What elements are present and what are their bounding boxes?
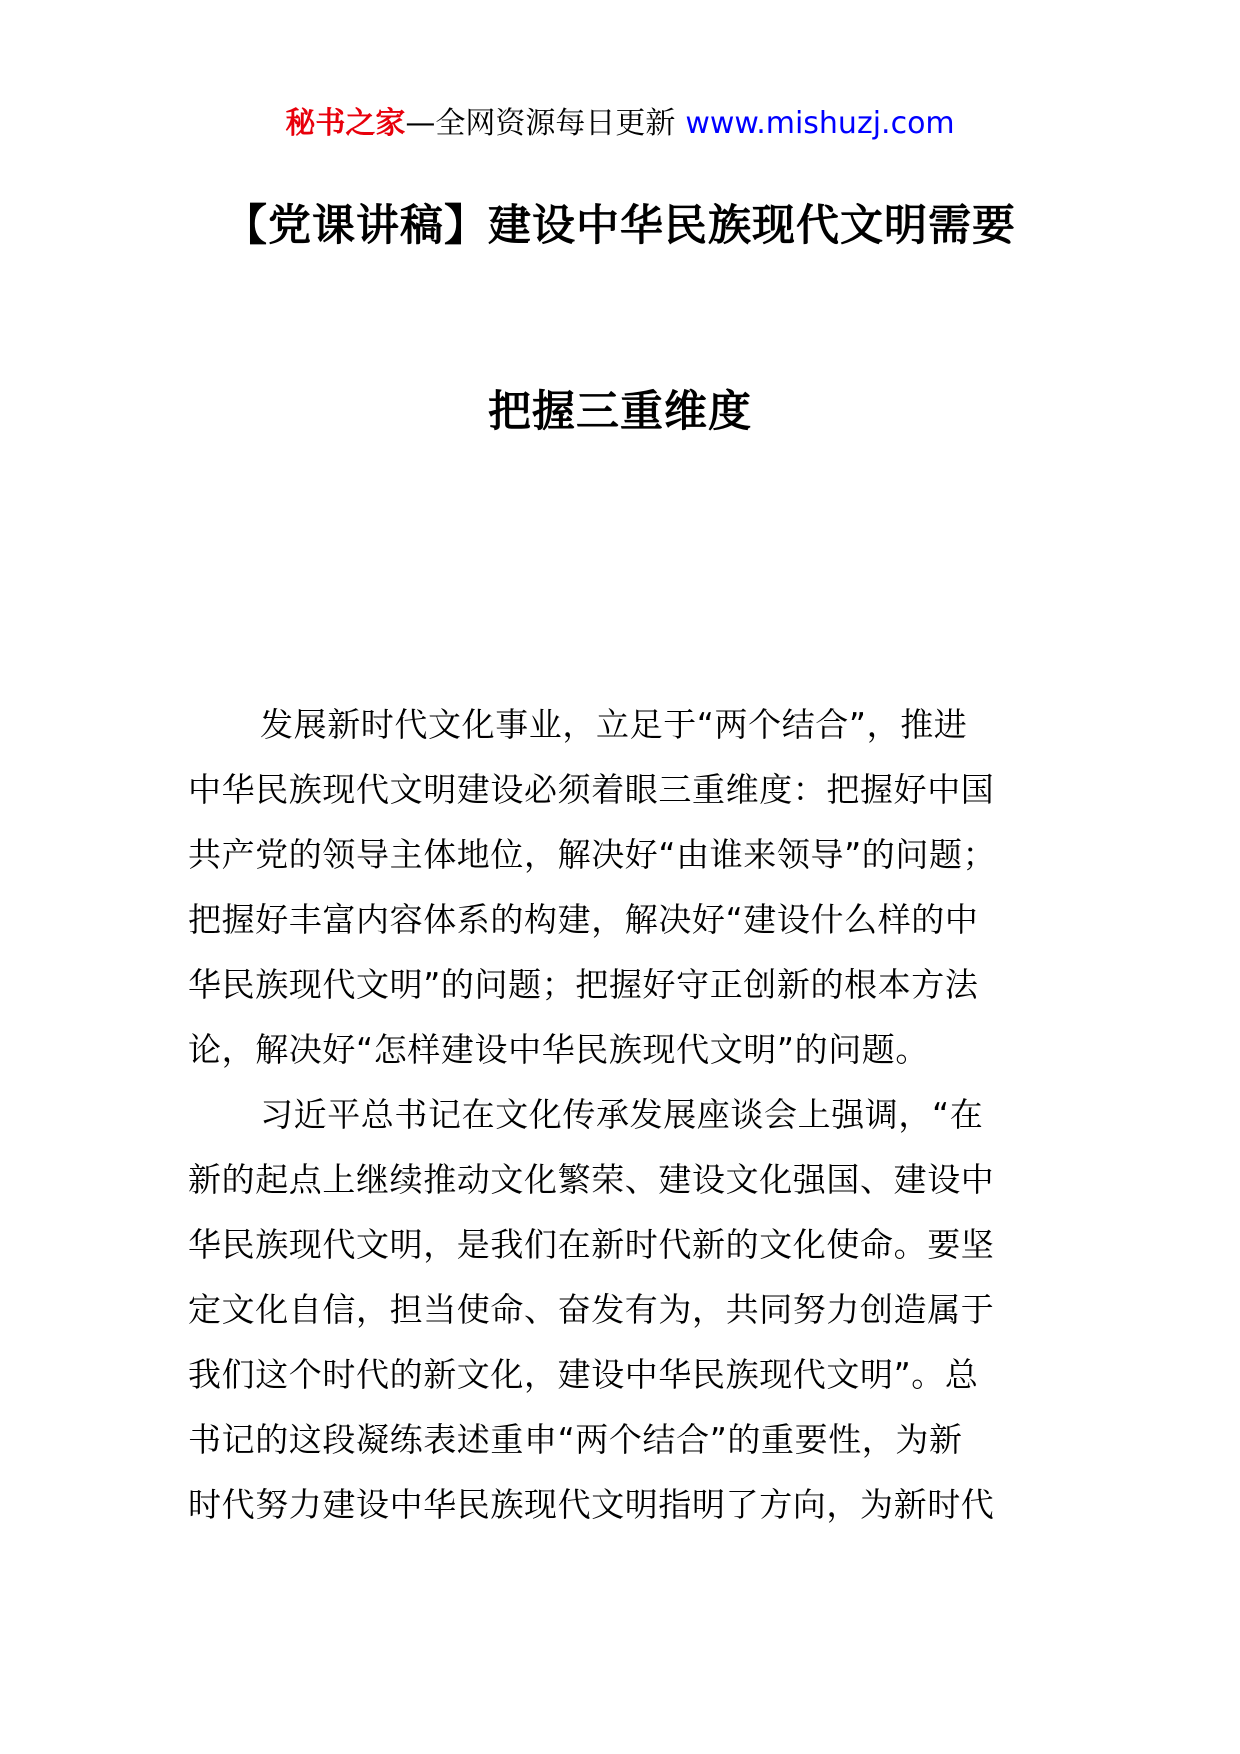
paragraph-2-line: 我们这个时代的新文化，建设中华民族现代文明”。总 bbox=[188, 1355, 979, 1394]
site-url-link[interactable]: www.mishuzj.com bbox=[685, 106, 955, 141]
paragraph-2-line: 华民族现代文明，是我们在新时代新的文化使命。要坚 bbox=[188, 1225, 995, 1264]
paragraph-1-line: 论，解决好“怎样建设中华民族现代文明”的问题。 bbox=[188, 1030, 929, 1069]
paragraph-1-line: 把握好丰富内容体系的构建，解决好“建设什么样的中 bbox=[188, 900, 979, 939]
brand-name: 秘书之家 bbox=[285, 106, 406, 141]
header-tagline: —全网资源每日更新 bbox=[405, 106, 676, 141]
document-body bbox=[188, 692, 1068, 1537]
site-header bbox=[0, 100, 1240, 148]
paragraph-1-line: 中华民族现代文明建设必须着眼三重维度：把握好中国 bbox=[188, 770, 995, 809]
paragraph-1-line: 共产党的领导主体地位，解决好“由谁来领导”的问题； bbox=[188, 835, 997, 874]
paragraph-2-line: 书记的这段凝练表述重申“两个结合”的重要性，为新 bbox=[188, 1420, 963, 1459]
paragraph-2-line: 习近平总书记在文化传承发展座谈会上强调，“在 bbox=[260, 1095, 984, 1134]
paragraph-2-line: 时代努力建设中华民族现代文明指明了方向，为新时代 bbox=[188, 1485, 995, 1524]
paragraph-1-line: 华民族现代文明”的问题；把握好守正创新的根本方法 bbox=[188, 965, 979, 1004]
paragraph-2-line: 定文化自信，担当使命、奋发有为，共同努力创造属于 bbox=[188, 1290, 995, 1329]
paragraph-2-line: 新的起点上继续推动文化繁荣、建设文化强国、建设中 bbox=[188, 1160, 995, 1199]
document-title-line-2: 把握三重维度 bbox=[488, 387, 752, 437]
paragraph-1-line: 发展新时代文化事业，立足于“两个结合”，推进 bbox=[260, 705, 968, 744]
document-title-line-1: 【党课讲稿】建设中华民族现代文明需要 bbox=[224, 201, 1016, 251]
